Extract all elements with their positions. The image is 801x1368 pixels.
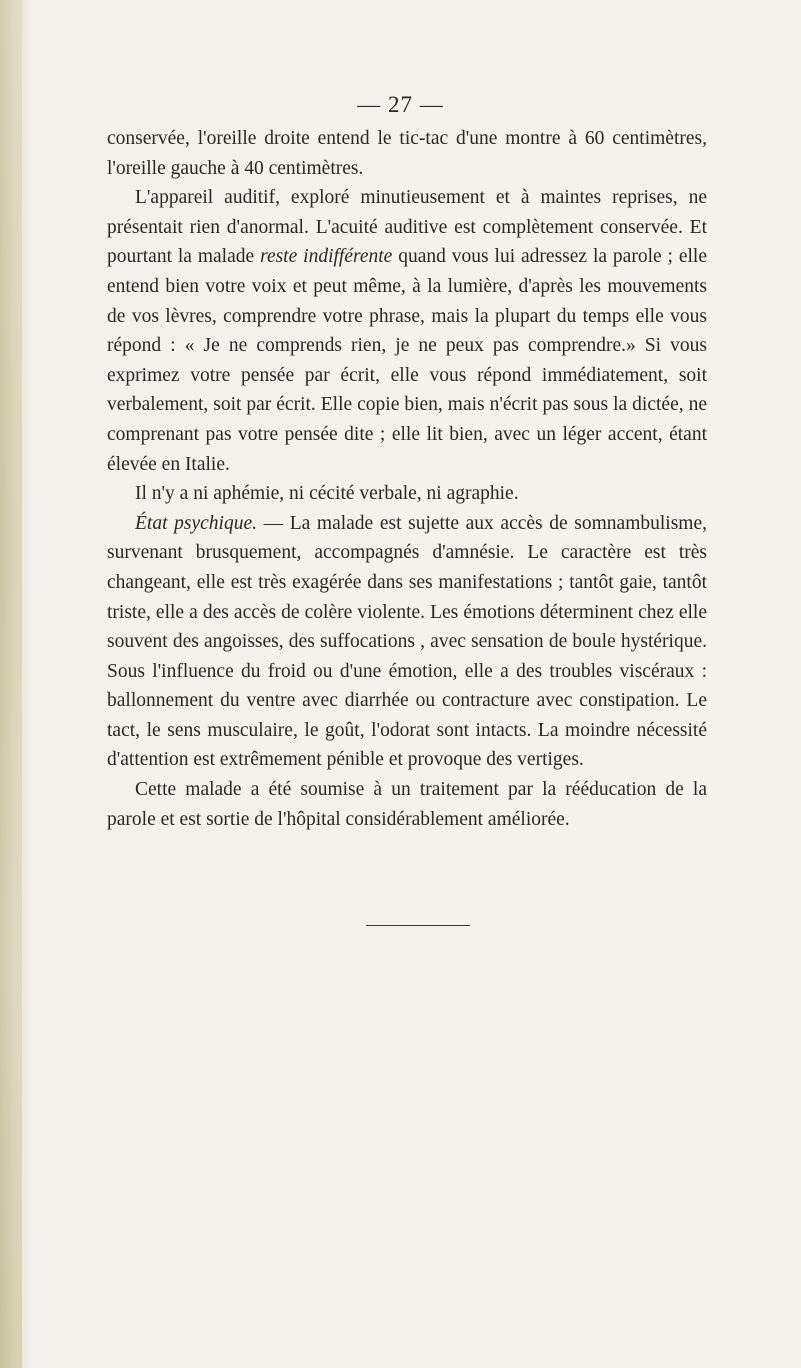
section-heading-etat-psychique: État psychique.: [135, 512, 257, 534]
paragraph-continuation: conservée, l'oreille droite entend le tic-tac d'une montre à 60 centimètres, l'oreille gauche à 40 centimètres.: [107, 128, 707, 179]
paragraph-no-aphemia: Il n'y a ni aphémie, ni cécité verbale, ni agraphie.: [135, 483, 519, 505]
paragraph-auditory-exam-tail: quand vous lui adressez la parole ; elle entend bien votre voix et peut même, à la lumière, d'après les mouvements de vos lèvres, comprendre votre phrase, mais la plupart du temps elle vous répond : « Je ne comprends rien, je ne peux pas comprendre.» Si vous exprimez votre pensée par écrit, elle vous répond immédiatement, soit verbalement, soit par écrit. Elle copie bien, mais n'écrit pas sous la dictée, ne comprenant pas votre pensée dite ; elle lit bien, avec un léger accent, étant élevée en Italie.: [107, 246, 708, 475]
paragraph-auditory-exam: [107, 183, 707, 479]
page-edge-stain: [0, 0, 22, 1368]
emphasis-reste-indifferente: reste indifférente: [260, 246, 393, 268]
paragraph-treatment: Cette malade a été soumise à un traitement par la rééducation de la parole et est sortie de l'hôpital considérablement améliorée.: [107, 779, 707, 830]
page-number: — 27 —: [357, 92, 444, 117]
paragraph-psychic-state: [107, 509, 707, 775]
footnote-rule: [366, 925, 470, 926]
body-text: [107, 124, 707, 834]
paragraph-psychic-state-text: — La malade est sujette aux accès de somnambulisme, survenant brusquement, accompagnés d'amnésie. Le caractère est très changeant, elle est très exagérée dans ses manifestations ; tantôt gaie, tantôt triste, elle a des accès de colère violente. Les émotions déterminent chez elle souvent des angoisses, des suffocations , avec sensation de boule hystérique. Sous l'influence du froid ou d'une émotion, elle a des troubles viscéraux : ballonnement du ventre avec diarrhée ou contracture avec constipation. Le tact, le sens musculaire, le goût, l'odorat sont intacts. La moindre nécessité d'attention est extrêmement pénible et provoque des vertiges.: [107, 512, 707, 771]
paragraph-auditory-exam-head: L'appareil auditif, exploré minutieusement et à maintes reprises, ne présentait rien d'anormal. L'acuité auditive est complètement conservée. Et pourtant la malade: [107, 187, 707, 268]
